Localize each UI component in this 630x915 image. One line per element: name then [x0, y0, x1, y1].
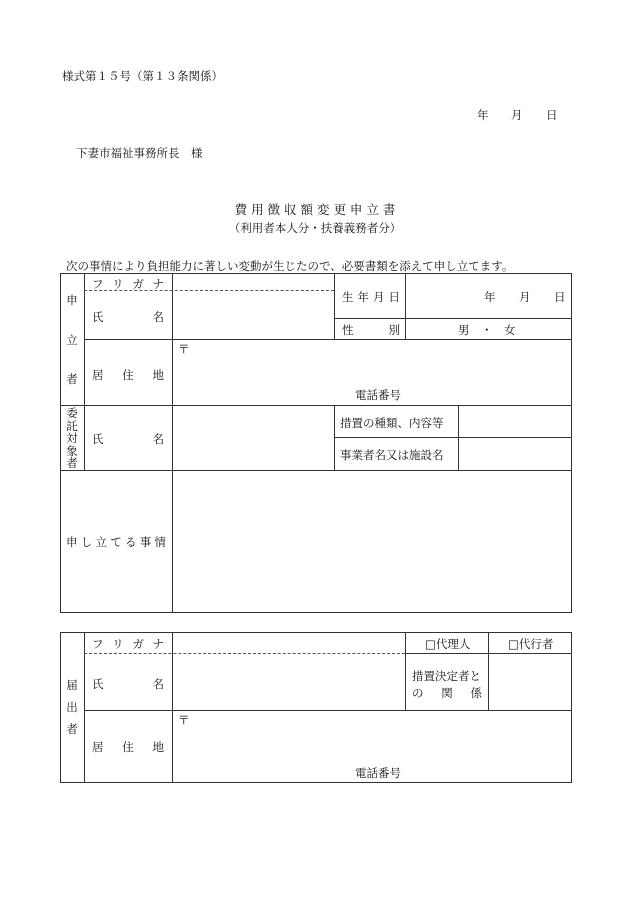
relation-label-line2: の 関 係	[412, 686, 482, 700]
entrusted-section-label: 委 託 対 象 者	[66, 406, 78, 470]
notifier-section-label: 届 出 者	[66, 678, 78, 736]
applicant-section-label: 申 立 者	[66, 293, 78, 386]
form-subtitle: （利用者本人分・扶養義務者分）	[228, 221, 402, 235]
notifier-address-input[interactable]	[174, 728, 570, 762]
agent-checkbox[interactable]: □代理人	[425, 637, 471, 651]
notifier-name-label: 氏 名	[92, 677, 164, 691]
applicant-postal-mark: 〒	[178, 342, 190, 356]
date-day: 日	[546, 108, 558, 122]
notifier-postal-mark: 〒	[178, 713, 190, 727]
sex-label: 性 別	[342, 323, 400, 337]
applicant-name-label: 氏 名	[92, 310, 164, 324]
notifier-phone-label: 電話番号	[355, 766, 401, 780]
entrusted-name-label: 氏 名	[92, 432, 164, 446]
applicant-furigana-label: フ リ ガ ナ	[92, 277, 164, 291]
birth-day-unit: 日	[554, 290, 566, 304]
notifier-furigana-input[interactable]	[174, 633, 403, 652]
relation-label-line1: 措置決定者と	[412, 669, 481, 683]
applicant-name-input[interactable]	[174, 292, 332, 338]
applicant-furigana-input[interactable]	[174, 274, 332, 289]
applicant-address-label: 居 住 地	[92, 368, 164, 382]
birth-year-unit: 年	[484, 290, 496, 304]
applicant-address-input[interactable]	[174, 356, 570, 382]
facility-input[interactable]	[460, 439, 570, 469]
date-year: 年	[477, 108, 489, 122]
entrusted-name-input[interactable]	[174, 407, 332, 469]
notifier-furigana-label: フ リ ガ ナ	[92, 637, 164, 651]
facility-label: 事業者名又は施設名	[340, 448, 444, 462]
relation-input[interactable]	[490, 655, 570, 709]
date-month: 月	[511, 108, 523, 122]
birth-date-label: 生 年 月 日	[342, 290, 400, 304]
intro-text: 次の事情により負担能力に著しい変動が生じたので、必要書類を添えて申し立てます。	[66, 259, 514, 273]
birth-month-unit: 月	[519, 290, 531, 304]
sex-options[interactable]: 男 ・ 女	[458, 323, 516, 337]
addressee: 下妻市福祉事務所長 様	[76, 146, 203, 160]
measure-type-label: 措置の種類、内容等	[340, 416, 444, 430]
circumstances-label: 申 し 立 て る 事 情	[66, 535, 166, 549]
notifier-address-label: 居 住 地	[92, 740, 164, 754]
applicant-phone-label: 電話番号	[355, 388, 401, 402]
proxy-checkbox[interactable]: □代行者	[508, 637, 554, 651]
form-title: 費 用 徴 収 額 変 更 申 立 書	[234, 202, 396, 217]
form-number: 様式第１５号（第１３条関係）	[62, 69, 223, 83]
circumstances-input[interactable]	[174, 472, 570, 610]
measure-type-input[interactable]	[460, 407, 570, 436]
notifier-name-input[interactable]	[174, 655, 403, 709]
